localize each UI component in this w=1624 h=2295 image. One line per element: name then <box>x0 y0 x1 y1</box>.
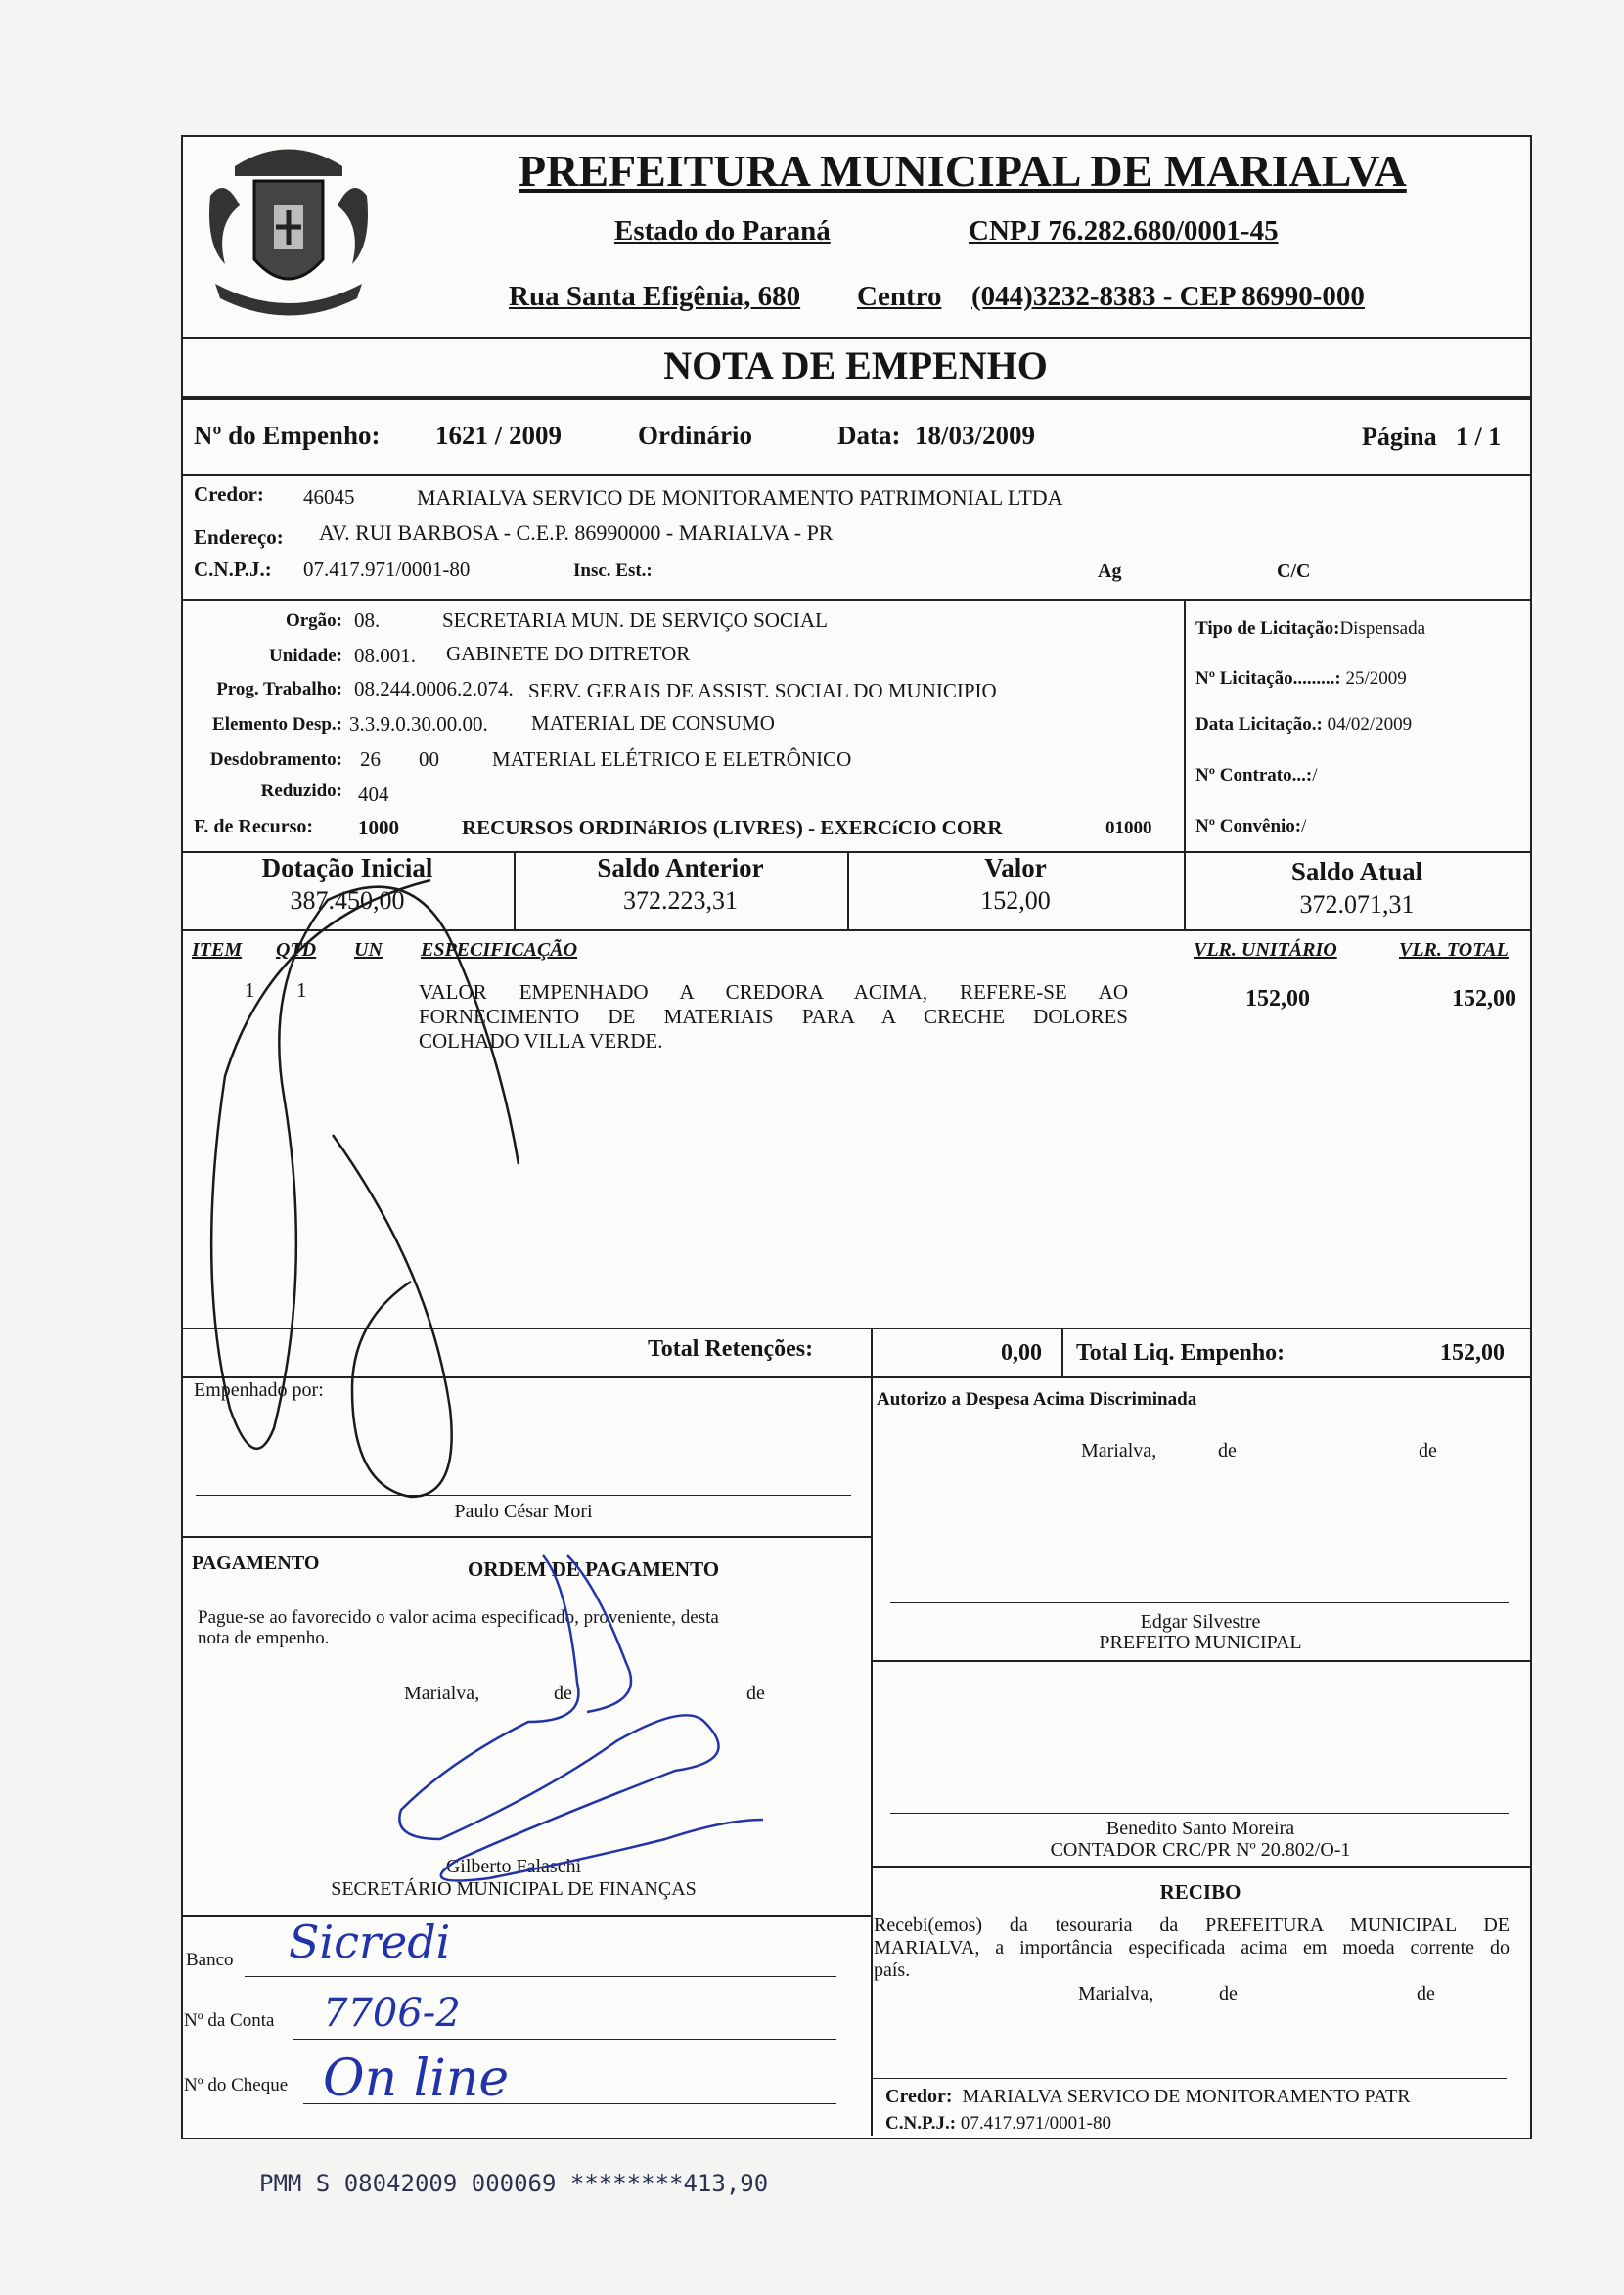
col-qtd: QTD <box>276 939 317 961</box>
contador-role: CONTADOR CRC/PR Nº 20.802/O-1 <box>1050 1839 1351 1861</box>
prefeito-role: PREFEITO MUNICIPAL <box>1099 1632 1302 1653</box>
recibo-line-2: MARIALVA, a importância especificada acima em moeda corrente do <box>874 1937 1510 1958</box>
prog-trabalho-code: 08.244.0006.2.074. <box>354 677 514 700</box>
empenhado-por-name: Paulo César Mori <box>454 1501 593 1522</box>
desdobramento-label: Desdobramento: <box>209 749 342 770</box>
total-liq-label: Total Liq. Empenho: <box>1076 1340 1286 1366</box>
city-hall-title: PREFEITURA MUNICIPAL DE MARIALVA <box>519 146 1407 196</box>
pagamento-text-2: nota de empenho. <box>198 1628 330 1648</box>
total-liq-value: 152,00 <box>1440 1340 1505 1366</box>
secretario-role: SECRETÁRIO MUNICIPAL DE FINANÇAS <box>331 1878 697 1900</box>
elemento-label: Elemento Desp.: <box>212 714 342 735</box>
col-item: ITEM <box>192 939 243 961</box>
address-label: Rua Santa Efigênia, 680 <box>509 281 801 312</box>
desdobramento-name: MATERIAL ELÉTRICO E ELETRÔNICO <box>492 747 852 771</box>
cnpj-label: CNPJ 76.282.680/0001-45 <box>969 215 1279 247</box>
secretario-name: Gilberto Falaschi <box>445 1856 582 1877</box>
orgao-code: 08. <box>354 608 381 632</box>
credor-cnpj-label: C.N.P.J.: <box>194 558 272 581</box>
ordem-pagamento-label: ORDEM DE PAGAMENTO <box>468 1557 720 1581</box>
autorizo-city: Marialva, <box>1081 1440 1157 1462</box>
data-licitacao: Data Licitação.: 04/02/2009 <box>1195 714 1413 735</box>
unidade-label: Unidade: <box>269 646 342 666</box>
recibo-credor: Credor: MARIALVA SERVICO DE MONITORAMENTO PATR <box>885 2086 1411 2107</box>
secretario-signature-stroke-2 <box>567 1555 631 1712</box>
col-especificacao: ESPECIFICAÇÃO <box>421 939 578 961</box>
address-field-label: Endereço: <box>194 525 284 549</box>
tipo-licitacao: Tipo de Licitação:Dispensada <box>1195 618 1426 639</box>
orgao-label: Orgão: <box>285 610 342 631</box>
prog-trabalho-name: SERV. GERAIS DE ASSIST. SOCIAL DO MUNICIPIO <box>528 679 997 702</box>
pagamento-de-2: de <box>746 1683 765 1704</box>
orgao-name: SECRETARIA MUN. DE SERVIÇO SOCIAL <box>442 608 828 632</box>
num-contrato: Nº Contrato...:/ <box>1195 765 1318 786</box>
secretario-signature <box>399 1555 763 1881</box>
reduzido-label: Reduzido: <box>260 781 342 801</box>
desdobramento-sub: 00 <box>419 747 439 771</box>
autorizo-label: Autorizo a Despesa Acima Discriminada <box>877 1389 1197 1410</box>
autorizo-de-1: de <box>1218 1440 1237 1462</box>
valor-value: 152,00 <box>980 886 1051 915</box>
empenho-date: 18/03/2009 <box>915 421 1036 450</box>
recibo-de-2: de <box>1417 1983 1435 2004</box>
empenhado-por-label: Empenhado por: <box>194 1379 324 1401</box>
item-spec-line-2: FORNECIMENTO DE MATERIAIS PARA A CRECHE DOLORES <box>419 1005 1128 1028</box>
banco-handwritten: Sicredi <box>289 1915 451 1968</box>
prog-trabalho-label: Prog. Trabalho: <box>216 679 342 699</box>
insc-est-label: Insc. Est.: <box>573 561 653 581</box>
saldo-atual-label: Saldo Atual <box>1290 857 1423 886</box>
conta-label: Nº da Conta <box>184 2010 275 2031</box>
ag-label: Ag <box>1098 561 1122 582</box>
page-number: 1 / 1 <box>1456 423 1502 451</box>
col-un: UN <box>354 939 383 961</box>
item-vlr-unitario: 152,00 <box>1245 986 1310 1012</box>
unidade-code: 08.001. <box>354 644 416 667</box>
phone-cep-label: (044)3232-8383 - CEP 86990-000 <box>971 281 1365 312</box>
pagamento-label: PAGAMENTO <box>192 1552 320 1574</box>
empenho-number: 1621 / 2009 <box>435 421 563 450</box>
state-label: Estado do Paraná <box>614 215 831 247</box>
fonte-recurso-name: RECURSOS ORDINáRIOS (LIVRES) - EXERCíCIO CORR <box>462 816 1003 839</box>
credor-address: AV. RUI BARBOSA - C.E.P. 86990000 - MARIALVA - PR <box>319 520 834 545</box>
item-spec-line-3: COLHADO VILLA VERDE. <box>419 1029 663 1053</box>
recibo-line-3: país. <box>874 1959 911 1981</box>
num-licitacao: Nº Licitação.........: 25/2009 <box>1195 668 1407 689</box>
processing-stamp: PMM S 08042009 000069 ********413,90 <box>259 2170 769 2197</box>
autorizo-de-2: de <box>1419 1440 1437 1462</box>
fonte-recurso-code: 1000 <box>358 816 399 839</box>
recibo-cnpj: C.N.P.J.: 07.417.971/0001-80 <box>885 2113 1111 2134</box>
credor-label: Credor: <box>194 482 264 506</box>
conta-handwritten: 7706-2 <box>323 1991 461 2036</box>
desdobramento-code: 26 <box>360 747 381 771</box>
unidade-name: GABINETE DO DITRETOR <box>446 642 691 665</box>
page-label: Página <box>1362 423 1437 451</box>
item-spec-line-1: VALOR EMPENHADO A CREDORA ACIMA, REFERE-SE AO <box>419 980 1128 1004</box>
fonte-recurso-label: F. de Recurso: <box>194 816 314 837</box>
pagamento-de-1: de <box>554 1683 572 1704</box>
item-qtd: 1 <box>296 978 307 1002</box>
recibo-de-1: de <box>1219 1983 1238 2004</box>
contador-name: Benedito Santo Moreira <box>1105 1818 1295 1839</box>
cheque-label: Nº do Cheque <box>184 2075 289 2095</box>
saldo-anterior-label: Saldo Anterior <box>597 853 764 882</box>
empenho-number-label: Nº do Empenho: <box>194 421 381 450</box>
dotacao-label: Dotação Inicial <box>261 853 433 882</box>
banco-label: Banco <box>186 1950 234 1970</box>
item-vlr-total: 152,00 <box>1452 986 1516 1012</box>
centro-label: Centro <box>857 281 942 312</box>
total-retencoes-value: 0,00 <box>1001 1340 1042 1366</box>
cc-label: C/C <box>1277 561 1311 582</box>
empenhado-signature-stroke-2 <box>333 1135 452 1497</box>
prefeito-name: Edgar Silvestre <box>1140 1611 1261 1633</box>
elemento-name: MATERIAL DE CONSUMO <box>531 711 775 735</box>
item-number: 1 <box>245 978 255 1002</box>
fonte-recurso-sub: 01000 <box>1105 818 1152 838</box>
total-retencoes-label: Total Retenções: <box>648 1336 814 1362</box>
col-vlr-total: VLR. TOTAL <box>1399 939 1509 961</box>
empenhado-signature <box>211 880 519 1449</box>
empenho-date-label: Data: <box>837 421 901 450</box>
saldo-atual-value: 372.071,31 <box>1299 890 1415 919</box>
recibo-title: RECIBO <box>1159 1880 1241 1904</box>
credor-cnpj: 07.417.971/0001-80 <box>303 558 471 581</box>
elemento-code: 3.3.9.0.30.00.00. <box>349 712 488 736</box>
cheque-handwritten: On line <box>323 2049 510 2108</box>
num-convenio: Nº Convênio:/ <box>1195 816 1307 836</box>
dotacao-value: 387.450,00 <box>290 886 405 915</box>
pagamento-text-1: Pague-se ao favorecido o valor acima especificado, proveniente, desta <box>198 1607 719 1628</box>
credor-name: MARIALVA SERVICO DE MONITORAMENTO PATRIMONIAL LTDA <box>417 485 1063 510</box>
pagamento-city: Marialva, <box>404 1683 480 1704</box>
saldo-anterior-value: 372.223,31 <box>623 886 738 915</box>
credor-code: 46045 <box>303 485 355 509</box>
document-title: NOTA DE EMPENHO <box>663 343 1048 387</box>
empenho-type: Ordinário <box>638 421 753 450</box>
recibo-city: Marialva, <box>1078 1983 1154 2004</box>
reduzido-value: 404 <box>358 783 389 806</box>
col-vlr-unitario: VLR. UNITÁRIO <box>1194 939 1337 961</box>
valor-label: Valor <box>984 853 1047 882</box>
recibo-line-1: Recebi(emos) da tesouraria da PREFEITURA MUNICIPAL DE <box>874 1914 1510 1936</box>
